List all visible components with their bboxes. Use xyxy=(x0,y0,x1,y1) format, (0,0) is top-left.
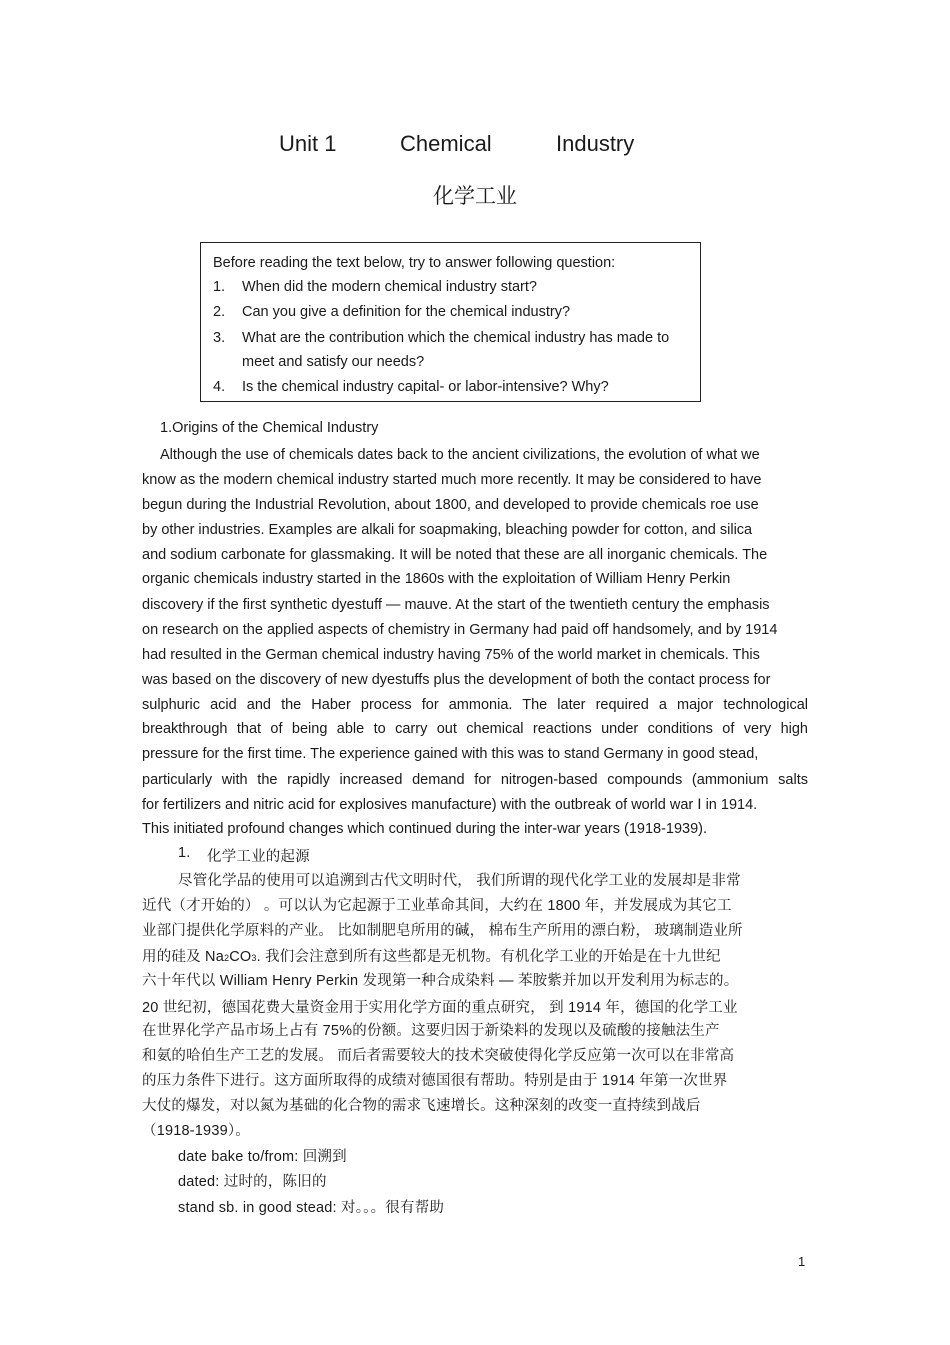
paragraph-line: discovery if the first synthetic dyestuff — mauve. At the start of the twentieth century the emphasis xyxy=(142,597,770,613)
paragraph-line: organic chemicals industry started in the 1860s with the exploitation of William Henry Perkin xyxy=(142,571,731,587)
translation-line: 尽管化学品的使用可以追溯到古代文明时代， 我们所谓的现代化学工业的发展却是非常 xyxy=(178,873,741,889)
paragraph-line: had resulted in the German chemical industry having 75% of the world market in chemicals. This xyxy=(142,647,760,663)
translation-line: 近代（才开始的） 。可以认为它起源于工业革命其间，大约在 1800 年，并发展成为其它工 xyxy=(142,898,732,914)
vocab-item: dated: 过时的，陈旧的 xyxy=(178,1174,327,1190)
title-word-industry: Industry xyxy=(556,131,635,156)
paragraph-line: This initiated profound changes which continued during the inter-war years (1918-1939). xyxy=(142,821,708,837)
translation-line-formula xyxy=(142,945,721,966)
vocab-item: date bake to/from: 回溯到 xyxy=(178,1149,347,1165)
section-heading: 1.Origins of the Chemical Industry xyxy=(160,420,379,436)
title-chinese: 化学工业 xyxy=(433,185,517,208)
paragraph-line: particularly with the rapidly increased demand for nitrogen-based compounds (ammonium salts xyxy=(142,772,808,788)
question-text: Can you give a definition for the chemical industry? xyxy=(242,304,571,320)
paragraph-line: know as the modern chemical industry started much more recently. It may be considered to have xyxy=(142,472,762,488)
question-number: 2. xyxy=(213,304,226,320)
paragraph-line: Although the use of chemicals dates back to the ancient civilizations, the evolution of what we xyxy=(160,447,760,463)
translation-line: 六十年代以 William Henry Perkin 发现第一种合成染料 — 苯胺紫并加以开发利用为标志的。 xyxy=(142,973,739,989)
vocab-item: stand sb. in good stead: 对。。。很有帮助 xyxy=(178,1200,445,1216)
question-text: Is the chemical industry capital- or labor-intensive? Why? xyxy=(242,379,609,395)
paragraph-line: and sodium carbonate for glassmaking. It will be noted that these are all inorganic chemicals. The xyxy=(142,547,768,563)
translation-line: 大仗的爆发，对以氮为基础的化合物的需求飞速增长。这种深刻的改变一直持续到战后 xyxy=(142,1098,701,1114)
question-text: When did the modern chemical industry start? xyxy=(242,279,537,295)
translation-line: 和氨的哈伯生产工艺的发展。 而后者需要较大的技术突破使得化学反应第一次可以在非常高 xyxy=(142,1048,735,1064)
question-text: What are the contribution which the chemical industry has made to xyxy=(242,330,670,346)
paragraph-line: was based on the discovery of new dyestuffs plus the development of both the contact process for xyxy=(142,672,771,688)
question-number: 1. xyxy=(213,279,226,295)
translation-line: 业部门提供化学原料的产业。 比如制肥皂所用的碱， 棉布生产所用的漂白粉， 玻璃制造业所 xyxy=(142,923,743,939)
paragraph-line: sulphuric acid and the Haber process for ammonia. The later required a major technological xyxy=(142,697,808,713)
title-unit: Unit 1 xyxy=(279,131,337,156)
formula-co: CO xyxy=(229,949,252,965)
question-text-continued: meet and satisfy our needs? xyxy=(242,354,425,370)
formula-suffix: . 我们会注意到所有这些都是无机物。有机化学工业的开始是在十九世纪 xyxy=(256,949,721,965)
paragraph-line: by other industries. Examples are alkali for soapmaking, bleaching powder for cotton, and silica xyxy=(142,522,753,538)
paragraph-line: for fertilizers and nitric acid for explosives manufacture) with the outbreak of world war Ⅰ in 1914. xyxy=(142,797,758,813)
page-number: 1 xyxy=(798,1254,806,1269)
translation-line: 20 世纪初，德国花费大量资金用于实用化学方面的重点研究， 到 1914 年，德国的化学工业 xyxy=(142,1000,738,1016)
question-intro: Before reading the text below, try to answer following question: xyxy=(213,255,616,271)
question-number: 3. xyxy=(213,330,226,346)
translation-line: 在世界化学产品市场上占有 75%的份额。这要归因于新染料的发现以及硫酸的接触法生产 xyxy=(142,1023,720,1039)
translation-line: 的压力条件下进行。这方面所取得的成绩对德国很有帮助。特别是由于 1914 年第一次世界 xyxy=(142,1073,728,1089)
translation-heading-number: 1. xyxy=(178,845,191,861)
paragraph-line: on research on the applied aspects of chemistry in Germany had paid off handsomely, and by 1914 xyxy=(142,622,778,638)
paragraph-line: pressure for the first time. The experience gained with this was to stand Germany in good stead, xyxy=(142,746,759,762)
title-word-chemical: Chemical xyxy=(400,131,492,156)
formula-subscript: 2 xyxy=(223,953,230,963)
question-number: 4. xyxy=(213,379,226,395)
formula-prefix: 用的硅及 Na xyxy=(142,949,224,965)
formula-subscript: 3 xyxy=(251,953,257,963)
translation-heading: 化学工业的起源 xyxy=(207,849,310,865)
translation-line: （1918-1939）。 xyxy=(142,1123,250,1139)
question-box xyxy=(200,242,701,402)
paragraph-line: breakthrough that of being able to carry out chemical reactions under conditions of very high xyxy=(142,721,808,737)
paragraph-line: begun during the Industrial Revolution, about 1800, and developed to provide chemicals roe use xyxy=(142,497,759,513)
